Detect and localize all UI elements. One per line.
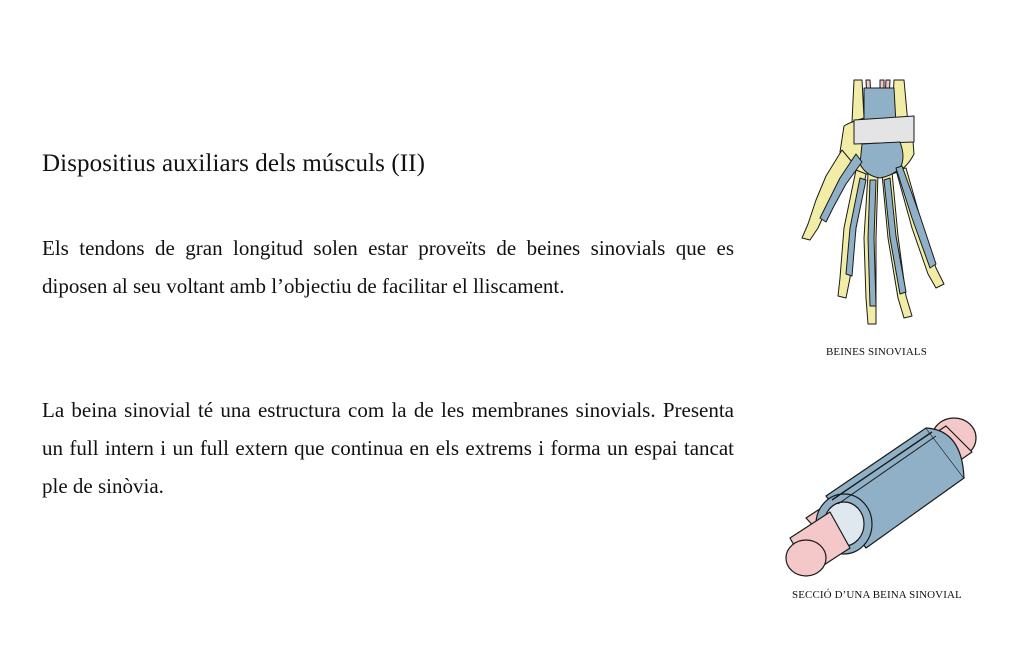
page-title: Dispositius auxiliars dels músculs (II) (42, 150, 426, 177)
hand-figure-caption: BEINES SINOVIALS (826, 346, 927, 358)
hand-synovial-sheaths-illustration (796, 78, 956, 340)
section-figure-caption: SECCIÓ D’UNA BEINA SINOVIAL (792, 589, 962, 601)
paragraph-tendons: Els tendons de gran longitud solen estar proveïts de beines sinovials que es diposen al seu voltant amb l’objectiu de facilitar el lliscament. (42, 236, 734, 298)
paragraph-sheath-structure: La beina sinovial té una estructura com la de les membranes sinovials. Presenta un full intern i un full extern que continua en els extrems i forma un espai tancat ple de sinòvia. (42, 398, 734, 498)
sheath-section-illustration (776, 408, 986, 578)
